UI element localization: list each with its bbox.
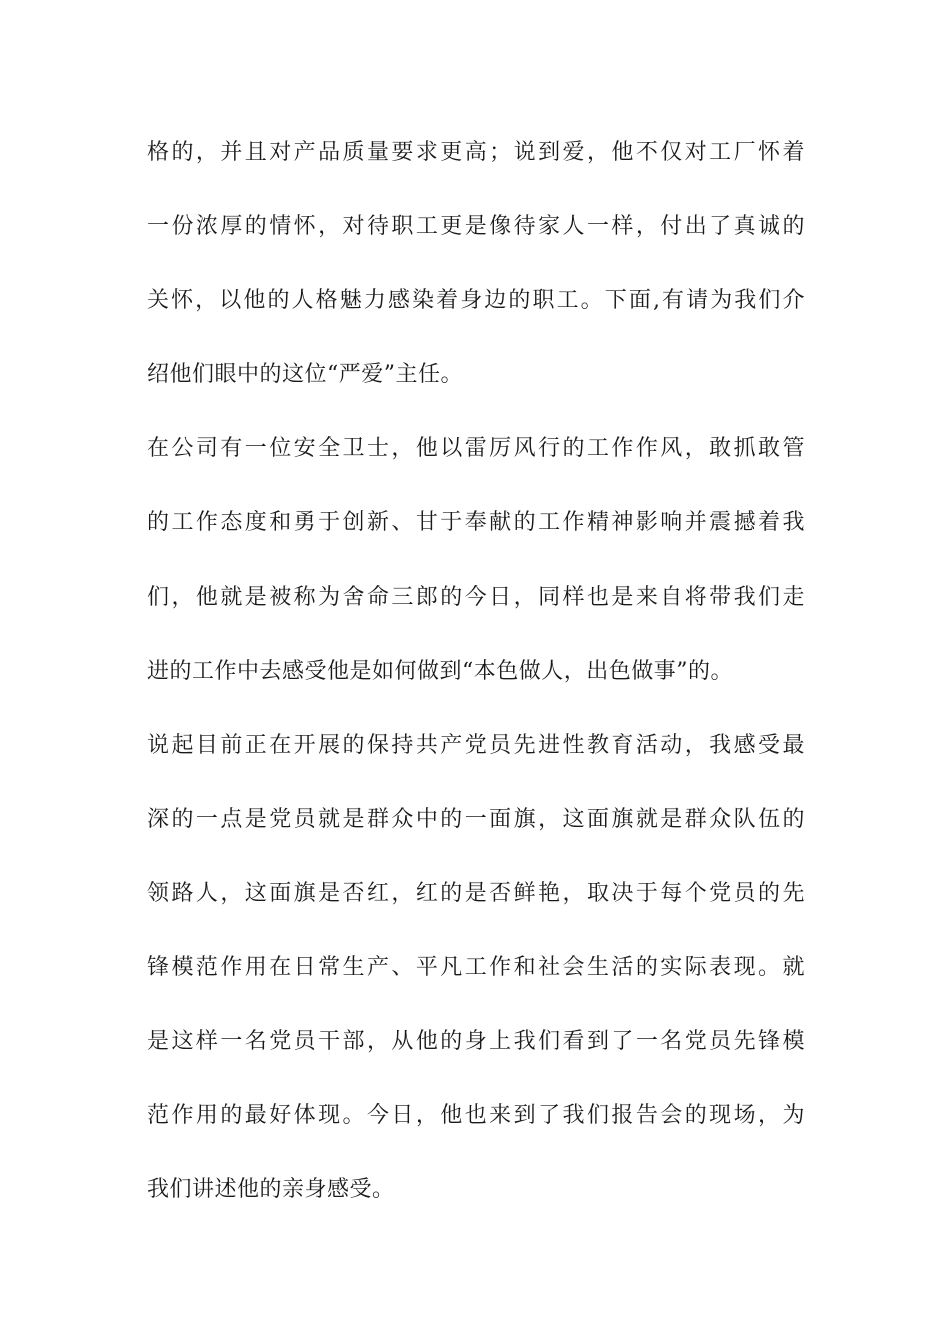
text-line-6: 的工作态度和勇于创新、甘于奉献的工作精神影响并震撼着我	[147, 510, 805, 536]
text-line-15: 我们讲述他的亲身感受。	[147, 1177, 395, 1203]
text-line-9: 说起目前正在开展的保持共产党员先进性教育活动，我感受最	[147, 732, 805, 758]
text-line-13: 是这样一名党员干部，从他的身上我们看到了一名党员先锋模	[147, 1029, 805, 1055]
text-line-7: 们，他就是被称为舍命三郎的今日，同样也是来自将带我们走	[147, 584, 805, 610]
text-line-12: 锋模范作用在日常生产、平凡工作和社会生活的实际表现。就	[147, 955, 805, 981]
text-line-10: 深的一点是党员就是群众中的一面旗，这面旗就是群众队伍的	[147, 806, 805, 832]
text-line-14: 范作用的最好体现。今日，他也来到了我们报告会的现场，为	[147, 1103, 805, 1129]
text-line-3: 关怀，以他的人格魅力感染着身边的职工。下面,有请为我们介	[147, 288, 805, 314]
text-line-8: 进的工作中去感受他是如何做到“本色做人，出色做事”的。	[147, 658, 733, 684]
text-line-4: 绍他们眼中的这位“严爱”主任。	[147, 362, 463, 388]
text-line-2: 一份浓厚的情怀，对待职工更是像待家人一样，付出了真诚的	[147, 214, 805, 240]
text-line-5: 在公司有一位安全卫士，他以雷厉风行的工作作风，敢抓敢管	[147, 436, 805, 462]
text-line-1: 格的，并且对产品质量要求更高；说到爱，他不仅对工厂怀着	[147, 140, 805, 165]
text-line-11: 领路人，这面旗是否红，红的是否鲜艳，取决于每个党员的先	[147, 880, 805, 906]
document-body	[147, 131, 805, 1242]
